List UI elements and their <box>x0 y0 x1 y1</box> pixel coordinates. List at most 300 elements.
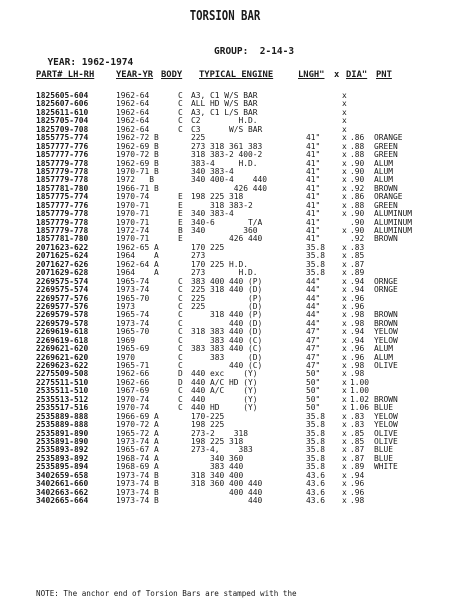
cell-x: x <box>342 310 347 320</box>
cell-x: x <box>342 327 347 337</box>
cell-dia: .85 <box>350 436 365 446</box>
cell-engine: 318 340 400 <box>191 470 244 480</box>
cell-engine: 273 318 361 383 <box>191 141 263 151</box>
cell-part: 1825607-606 <box>36 99 89 109</box>
cell-len: 35.8 <box>306 436 326 446</box>
cell-pnt: BROWN <box>374 183 398 193</box>
cell-part: 1857779-778 <box>36 217 89 227</box>
table-header <box>36 70 446 82</box>
cell-len: 44" <box>306 285 321 295</box>
cell-year: 1964 A <box>116 268 159 278</box>
cell-engine: 318 383 440 (D) <box>191 327 263 337</box>
cell-dia: 1.02 <box>350 394 370 404</box>
cell-engine: 340 360 <box>191 453 244 463</box>
footnote: NOTE: The anchor end of Torsion Bars are stamped with the <box>36 589 297 598</box>
cell-body: D <box>178 377 183 387</box>
cell-engine: 426 440 <box>191 183 268 193</box>
cell-len: 35.8 <box>306 453 326 463</box>
cell-dia: .90 <box>350 209 365 219</box>
parts-table <box>36 92 446 505</box>
cell-x: x <box>342 116 347 126</box>
cell-dia: .96 <box>350 293 365 303</box>
cell-body: C <box>178 318 183 328</box>
cell-part: 1825611-610 <box>36 107 89 117</box>
cell-engine: 340-6 T/A <box>191 217 263 227</box>
cell-part: 1825709-708 <box>36 124 89 134</box>
cell-part: 2071625-624 <box>36 251 89 261</box>
cell-year: 1970-71 <box>116 200 150 210</box>
cell-x: x <box>342 285 347 295</box>
cell-len: 41" <box>306 141 321 151</box>
cell-part: 2269579-578 <box>36 318 89 328</box>
cell-year: 1970-74 <box>116 394 150 404</box>
header-x: x <box>334 70 340 80</box>
cell-engine: 426 440 <box>191 234 263 244</box>
cell-engine: 198 225 <box>191 420 225 430</box>
cell-len: 43.6 <box>306 496 326 505</box>
cell-year: 1967-69 <box>116 386 150 396</box>
cell-pnt: BROWN <box>374 310 398 320</box>
cell-x: x <box>342 420 347 430</box>
cell-year: 1965-71 <box>116 361 150 370</box>
cell-year: 1965-72 A <box>116 428 159 438</box>
cell-part: 2269621-620 <box>36 352 89 362</box>
cell-year: 1970-71 <box>116 209 150 219</box>
cell-pnt: ALUMINUM <box>374 226 413 235</box>
cell-body: C <box>178 403 183 413</box>
cell-len: 41" <box>306 200 321 210</box>
cell-part: 2535511-510 <box>36 386 89 396</box>
cell-part: 2535893-892 <box>36 453 89 463</box>
cell-engine: 225 318 440 (D) <box>191 285 263 295</box>
cell-year: 1970-72 A <box>116 420 159 430</box>
cell-len: 35.8 <box>306 268 326 278</box>
cell-dia: .98 <box>350 496 365 505</box>
cell-dia: .98 <box>350 369 365 379</box>
cell-len: 47" <box>306 361 321 370</box>
cell-part: 2071629-628 <box>36 268 89 278</box>
cell-pnt: ALUM <box>374 166 394 176</box>
cell-len: 41" <box>306 226 321 235</box>
cell-engine: 440 exc (Y) <box>191 369 258 379</box>
cell-x: x <box>342 496 347 505</box>
header-body: BODY <box>161 70 183 80</box>
cell-year: 1966-71 B <box>116 183 159 193</box>
cell-x: x <box>342 268 347 278</box>
cell-year: 1962-65 A <box>116 242 159 252</box>
cell-dia: .98 <box>350 318 365 328</box>
cell-part: 2269623-622 <box>36 361 89 370</box>
cell-engine: A3, C1 W/S BAR <box>191 91 258 100</box>
cell-len: 50" <box>306 386 321 396</box>
cell-dia: .90 <box>350 217 365 227</box>
cell-len: 35.8 <box>306 420 326 430</box>
cell-part: 2269619-618 <box>36 327 89 337</box>
cell-body: C <box>178 327 183 337</box>
cell-pnt: GREEN <box>374 150 398 160</box>
cell-year: 1970-71 <box>116 234 150 244</box>
cell-x: x <box>342 200 347 210</box>
cell-len: 43.6 <box>306 470 326 480</box>
cell-pnt: ORANGE <box>374 133 403 143</box>
cell-part: 2269575-574 <box>36 285 89 295</box>
cell-len: 41" <box>306 158 321 168</box>
cell-x: x <box>342 150 347 160</box>
cell-part: 1857779-778 <box>36 175 89 185</box>
cell-x: x <box>342 242 347 252</box>
table-row <box>36 497 446 505</box>
cell-engine: 440 A/C (Y) <box>191 386 258 396</box>
cell-part: 2535517-516 <box>36 403 89 413</box>
cell-x: x <box>342 352 347 362</box>
cell-len: 44" <box>306 318 321 328</box>
cell-x: x <box>342 318 347 328</box>
cell-x: x <box>342 107 347 117</box>
cell-body: C <box>178 124 183 134</box>
cell-len: 41" <box>306 150 321 160</box>
cell-part: 2269577-576 <box>36 301 89 311</box>
cell-year: 1965-70 <box>116 327 150 337</box>
cell-dia: .83 <box>350 420 365 430</box>
cell-len: 41" <box>306 175 321 185</box>
cell-pnt: OLIVE <box>374 361 398 370</box>
cell-len: 35.8 <box>306 242 326 252</box>
cell-pnt: BLUE <box>374 445 394 455</box>
cell-part: 3402661-660 <box>36 479 89 489</box>
cell-part: 2535889-888 <box>36 420 89 430</box>
cell-x: x <box>342 276 347 286</box>
cell-dia: .86 <box>350 133 365 143</box>
cell-len: 50" <box>306 403 321 413</box>
table-row <box>36 244 446 252</box>
cell-part: 2269575-574 <box>36 276 89 286</box>
cell-engine: 383-4 H.D. <box>191 158 258 168</box>
cell-x: x <box>342 166 347 176</box>
cell-body: C <box>178 276 183 286</box>
cell-year: 1962-72 B <box>116 133 159 143</box>
cell-body: C <box>178 99 183 109</box>
header-length: LNGH" <box>298 70 325 80</box>
cell-dia: .88 <box>350 150 365 160</box>
cell-dia: .90 <box>350 175 365 185</box>
cell-body: C <box>178 310 183 320</box>
cell-dia: .94 <box>350 335 365 345</box>
cell-part: 2275509-508 <box>36 369 89 379</box>
cell-x: x <box>342 192 347 202</box>
cell-dia: .92 <box>350 183 365 193</box>
cell-year: 1962-66 <box>116 369 150 379</box>
cell-year: 1973 <box>116 301 136 311</box>
cell-dia: .96 <box>350 301 365 311</box>
cell-part: 2535891-890 <box>36 428 89 438</box>
cell-dia: .87 <box>350 453 365 463</box>
cell-body: E <box>178 209 183 219</box>
cell-part: 3402659-658 <box>36 470 89 480</box>
cell-x: x <box>342 428 347 438</box>
cell-pnt: BROWN <box>374 318 398 328</box>
cell-body: C <box>178 91 183 100</box>
cell-year: 1962-64 A <box>116 259 159 269</box>
cell-x: x <box>342 453 347 463</box>
cell-engine: 383 400 440 (P) <box>191 276 263 286</box>
cell-year: 1973-74 B <box>116 496 159 505</box>
cell-pnt: BLUE <box>374 403 394 413</box>
cell-engine: 383 383 440 (C) <box>191 344 263 354</box>
cell-year: 1970 <box>116 352 136 362</box>
cell-year: 1973-74 B <box>116 487 159 497</box>
cell-engine: 170 225 <box>191 242 225 252</box>
cell-x: x <box>342 226 347 235</box>
cell-engine: 400 440 <box>191 487 263 497</box>
cell-dia: .88 <box>350 200 365 210</box>
cell-len: 41" <box>306 217 321 227</box>
cell-pnt: BROWN <box>374 394 398 404</box>
cell-year: 1962-66 <box>116 377 150 387</box>
cell-len: 43.6 <box>306 487 326 497</box>
cell-len: 41" <box>306 183 321 193</box>
cell-pnt: YELOW <box>374 327 398 337</box>
cell-engine: 440 HD (Y) <box>191 403 258 413</box>
cell-part: 1825705-704 <box>36 116 89 126</box>
cell-engine: 170-225 <box>191 411 225 421</box>
cell-len: 44" <box>306 276 321 286</box>
cell-part: 1825605-604 <box>36 91 89 100</box>
cell-engine: 340 400-4 440 <box>191 175 268 185</box>
cell-year: 1973-74 <box>116 285 150 295</box>
cell-part: 2535513-512 <box>36 394 89 404</box>
cell-dia: .94 <box>350 327 365 337</box>
cell-year: 1969 <box>116 335 136 345</box>
cell-x: x <box>342 301 347 311</box>
cell-body: E <box>178 200 183 210</box>
cell-engine: 170 225 H.D. <box>191 259 249 269</box>
cell-body: C <box>178 352 183 362</box>
cell-len: 43.6 <box>306 479 326 489</box>
cell-year: 1962-64 <box>116 116 150 126</box>
cell-engine: 383 440 <box>191 462 244 472</box>
cell-dia: .96 <box>350 487 365 497</box>
cell-dia: .85 <box>350 428 365 438</box>
cell-x: x <box>342 344 347 354</box>
cell-engine: ALL HD W/S BAR <box>191 99 258 109</box>
cell-engine: 225 (P) <box>191 293 263 303</box>
cell-part: 1857777-776 <box>36 141 89 151</box>
cell-year: 1965-70 <box>116 293 150 303</box>
cell-x: x <box>342 479 347 489</box>
cell-body: E <box>178 217 183 227</box>
cell-x: x <box>342 394 347 404</box>
cell-len: 44" <box>306 293 321 303</box>
cell-dia: .89 <box>350 462 365 472</box>
cell-pnt: WHITE <box>374 462 398 472</box>
cell-engine: 273-4, 383 <box>191 445 253 455</box>
cell-part: 1855775-774 <box>36 133 89 143</box>
cell-engine: 318 440 (P) <box>191 310 263 320</box>
cell-x: x <box>342 403 347 413</box>
cell-pnt: OLIVE <box>374 436 398 446</box>
cell-x: x <box>342 293 347 303</box>
cell-len: 44" <box>306 310 321 320</box>
cell-len: 44" <box>306 301 321 311</box>
cell-len: 35.8 <box>306 411 326 421</box>
cell-body: B <box>178 226 183 235</box>
cell-body: C <box>178 361 183 370</box>
cell-pnt: ORNGE <box>374 276 398 286</box>
cell-x: x <box>342 487 347 497</box>
cell-dia: .87 <box>350 259 365 269</box>
cell-year: 1965-69 <box>116 344 150 354</box>
cell-len: 47" <box>306 335 321 345</box>
page-title: TORSION BAR <box>189 9 261 24</box>
cell-engine: 440 A/C HD (Y) <box>191 377 258 387</box>
cell-engine: A3, C1 L/S BAR <box>191 107 258 117</box>
cell-x: x <box>342 369 347 379</box>
cell-year: 1972 B <box>116 175 155 185</box>
cell-pnt: ALUMINUM <box>374 209 413 219</box>
year-range: YEAR: 1962-1974 <box>47 57 134 68</box>
cell-x: x <box>342 335 347 345</box>
cell-len: 35.8 <box>306 259 326 269</box>
cell-engine: 318 383-2 400-2 <box>191 150 263 160</box>
cell-engine: 273 H.D. <box>191 268 258 278</box>
cell-year: 1966-69 A <box>116 411 159 421</box>
cell-pnt: BROWN <box>374 234 398 244</box>
cell-dia: .83 <box>350 411 365 421</box>
header-part: PART# LH-RH <box>36 70 95 80</box>
cell-pnt: ALUM <box>374 158 394 168</box>
cell-pnt: ALUM <box>374 175 394 185</box>
cell-year: 1970-71 B <box>116 166 159 176</box>
cell-body: C <box>178 116 183 126</box>
cell-x: x <box>342 91 347 100</box>
cell-len: 35.8 <box>306 251 326 261</box>
header-pnt: PNT <box>376 70 392 80</box>
cell-part: 2275511-510 <box>36 377 89 387</box>
cell-year: 1965-67 A <box>116 445 159 455</box>
cell-dia: .86 <box>350 192 365 202</box>
cell-engine: 340 383-4 <box>191 209 234 219</box>
cell-dia: .90 <box>350 166 365 176</box>
cell-dia: .90 <box>350 158 365 168</box>
cell-pnt: GREEN <box>374 200 398 210</box>
cell-body: E <box>178 234 183 244</box>
cell-len: 41" <box>306 192 321 202</box>
cell-year: 1970-71 <box>116 217 150 227</box>
cell-dia: .96 <box>350 479 365 489</box>
cell-len: 35.8 <box>306 462 326 472</box>
cell-x: x <box>342 133 347 143</box>
cell-engine: 440 (Y) <box>191 394 258 404</box>
cell-year: 1962-64 <box>116 91 150 100</box>
cell-part: 1857781-780 <box>36 183 89 193</box>
cell-part: 2535891-890 <box>36 436 89 446</box>
cell-x: x <box>342 377 347 387</box>
cell-year: 1973-74 B <box>116 470 159 480</box>
cell-x: x <box>342 175 347 185</box>
cell-x: x <box>342 158 347 168</box>
cell-pnt: GREEN <box>374 141 398 151</box>
cell-len: 50" <box>306 369 321 379</box>
cell-year: 1965-74 <box>116 276 150 286</box>
cell-len: 47" <box>306 352 321 362</box>
cell-engine: 440 (C) <box>191 361 263 370</box>
cell-pnt: YELOW <box>374 335 398 345</box>
cell-part: 2071627-626 <box>36 259 89 269</box>
cell-x: x <box>342 411 347 421</box>
header-dia: DIA" <box>346 70 368 80</box>
cell-dia: .83 <box>350 242 365 252</box>
cell-dia: .87 <box>350 445 365 455</box>
cell-len: 50" <box>306 377 321 387</box>
header-engine: TYPICAL ENGINE <box>199 70 274 80</box>
cell-x: x <box>342 209 347 219</box>
cell-dia: .98 <box>350 310 365 320</box>
cell-year: 1962-69 B <box>116 158 159 168</box>
cell-year: 1962-64 <box>116 107 150 117</box>
cell-part: 1857779-778 <box>36 226 89 235</box>
cell-len: 47" <box>306 327 321 337</box>
cell-year: 1970-74 <box>116 192 150 202</box>
cell-engine: 340 383-4 <box>191 166 234 176</box>
cell-part: 2269579-578 <box>36 310 89 320</box>
cell-year: 1968-74 A <box>116 453 159 463</box>
cell-engine: 198 225 318 <box>191 436 244 446</box>
cell-part: 2269621-620 <box>36 344 89 354</box>
cell-engine: 340 360 <box>191 226 258 235</box>
cell-body: C <box>178 394 183 404</box>
cell-pnt: ALUMINUM <box>374 217 413 227</box>
cell-engine: C2 H.D. <box>191 116 258 126</box>
cell-x: x <box>342 436 347 446</box>
cell-year: 1962-69 B <box>116 141 159 151</box>
cell-part: 3402665-664 <box>36 496 89 505</box>
cell-dia: 1.06 <box>350 403 370 413</box>
cell-part: 1857781-780 <box>36 234 89 244</box>
cell-year: 1965-74 <box>116 310 150 320</box>
cell-body: D <box>178 369 183 379</box>
cell-dia: .88 <box>350 141 365 151</box>
cell-engine: 318 360 400 440 <box>191 479 263 489</box>
cell-pnt: YELOW <box>374 420 398 430</box>
cell-dia: .98 <box>350 361 365 370</box>
cell-x: x <box>342 386 347 396</box>
cell-len: 41" <box>306 133 321 143</box>
cell-part: 1857777-776 <box>36 200 89 210</box>
cell-dia: 1.00 <box>350 377 370 387</box>
cell-pnt: ORNGE <box>374 285 398 295</box>
cell-part: 1857779-778 <box>36 166 89 176</box>
cell-engine: 198 225 318 <box>191 192 244 202</box>
cell-x: x <box>342 251 347 261</box>
cell-body: E <box>178 192 183 202</box>
cell-dia: .85 <box>350 251 365 261</box>
cell-engine: 273-2 318 <box>191 428 249 438</box>
cell-len: 41" <box>306 209 321 219</box>
cell-dia: .94 <box>350 276 365 286</box>
cell-year: 1973-74 <box>116 318 150 328</box>
cell-year: 1970-74 <box>116 403 150 413</box>
cell-year: 1970-72 B <box>116 150 159 160</box>
cell-engine: 273 <box>191 251 206 261</box>
cell-part: 2535893-892 <box>36 445 89 455</box>
cell-x: x <box>342 99 347 109</box>
cell-part: 1857777-776 <box>36 150 89 160</box>
header-year: YEAR-YR <box>116 70 154 80</box>
cell-pnt: ALUM <box>374 352 394 362</box>
cell-part: 2535895-894 <box>36 462 89 472</box>
cell-engine: 225 <box>191 133 206 143</box>
cell-engine: 318 383-2 <box>191 200 253 210</box>
